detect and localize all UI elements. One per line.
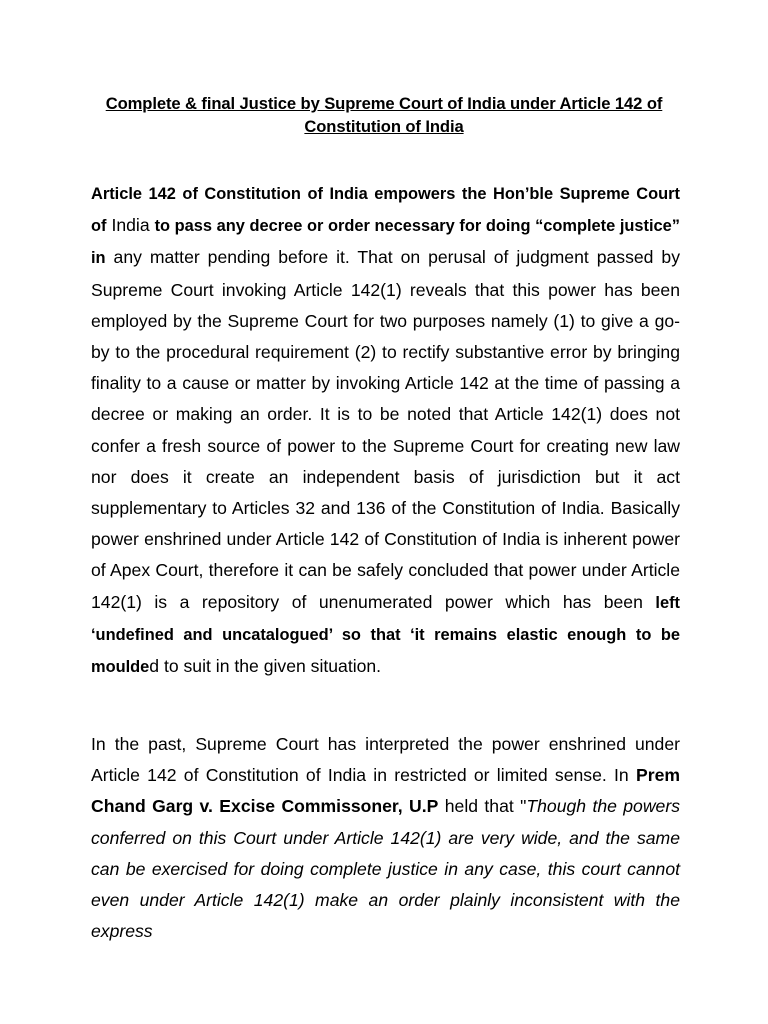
bold-lead-sentence: Article 142 of Constitution of India empowers the Hon’ble Supreme Court of: [91, 185, 680, 236]
case-name: Prem Chand Garg v. Excise Commissoner, U.P: [91, 765, 680, 817]
paragraph-text: held that ": [438, 796, 527, 817]
bold-undefined-uncatalogued-phrase: left ‘undefined and uncatalogued’ so that ‘it remains elastic enough to be moulde: [91, 593, 680, 677]
paragraph-article-142-overview: [91, 178, 680, 683]
paragraph-text: d to suit in the given situation.: [149, 656, 382, 677]
document-title: Complete & final Justice by Supreme Court of India under Article 142 of Constitution of India: [105, 94, 663, 136]
paragraph-text: In the past, Supreme Court has interpreted the power enshrined under Article 142 of Constitution of India in restricted or limited sense. In: [91, 734, 680, 786]
bold-complete-justice-phrase: to pass any decree or order necessary for doing “complete justice” in: [91, 217, 680, 268]
quoted-holding: Though the powers conferred on this Court under Article 142(1) are very wide, and the same can be exercised for doing complete justice in any case, this court cannot even under Article 142(1) make an order plainly inconsistent with the express: [91, 796, 680, 942]
paragraph-past-interpretation: [91, 729, 680, 947]
paragraph-text: any matter pending before it. That on perusal of judgment passed by Supreme Court invoking Article 142(1) reveals that this power has been employed by the Supreme Court for two purposes namely (1) to give a go-by to the procedural requirement (2) to rectify substantive error by bringing finality to a cause or matter by invoking Article 142 at the time of passing a decree or making an order. It is to be noted that Article 142(1) does not confer a fresh source of power to the Supreme Court for creating new law nor does it create an independent basis of jurisdiction but it act supplementary to Articles 32 and 136 of the Constitution of India. Basically power enshrined under Article 142 of Constitution of India is inherent power of Apex Court, therefore it can be safely concluded that power under Article 142(1) is a repository of unenumerated power which has been: [91, 247, 680, 612]
paragraph-text: India: [106, 215, 155, 236]
